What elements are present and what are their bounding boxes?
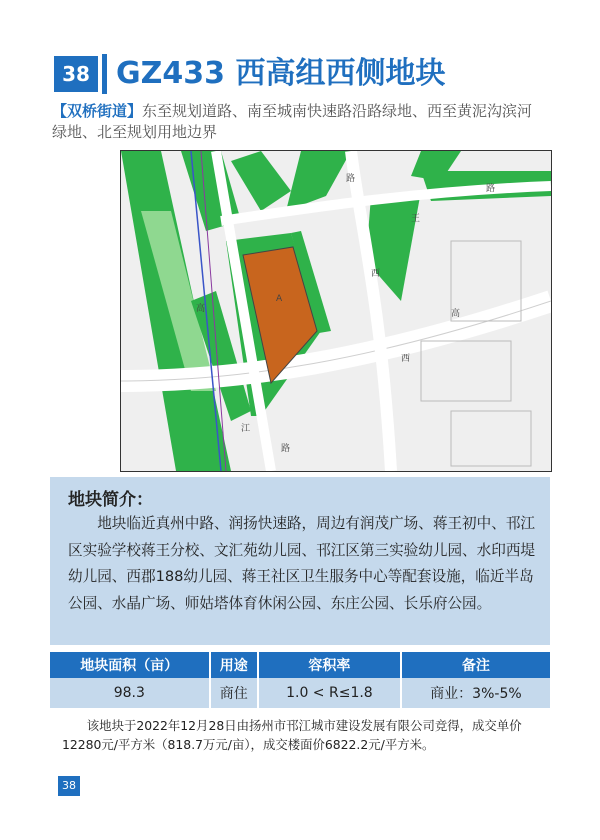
- parcel-info-table: [50, 652, 550, 708]
- svg-text:高: 高: [451, 309, 461, 319]
- boundary-text: 东至规划道路、南至城南快速路沿路绿地、西至黄泥沟滨河绿地、北至规划用地边界: [52, 102, 533, 141]
- intro-body: 地块临近真州中路、润扬快速路，周边有润茂广场、蒋王初中、邗江区实验学校蒋王分校、文汇苑幼儿园、邗江区第三实验幼儿园、水印西堤幼儿园、西郡188幼儿园、蒋王社区卫生服务中心等配套设施，临近半岛公园、水晶广场、师姑塔体育休闲公园、东庄公园、长乐府公园。: [68, 515, 536, 612]
- cell-area: 98.3: [50, 678, 210, 708]
- svg-text:江: 江: [241, 424, 251, 434]
- district-tag: 【双桥街道】: [52, 102, 143, 120]
- svg-text:高: 高: [196, 304, 206, 314]
- location-description: [52, 101, 542, 143]
- header-far: 容积率: [258, 652, 401, 678]
- header-remark: 备注: [401, 652, 550, 678]
- intro-panel: [50, 477, 550, 645]
- cell-far: 1.0 < R≤1.8: [258, 678, 401, 708]
- svg-text:路: 路: [346, 174, 356, 184]
- intro-heading: 地块简介：: [68, 490, 153, 510]
- page-title: GZ433 西高组西侧地块: [116, 56, 446, 91]
- svg-text:路: 路: [281, 444, 291, 454]
- page-number: 38: [58, 776, 80, 796]
- parcel-label: A: [276, 294, 283, 304]
- cell-remark: 商业：3%-5%: [401, 678, 550, 708]
- cell-usage: 商住: [210, 678, 258, 708]
- svg-text:西: 西: [371, 269, 381, 279]
- site-map-drawing: [121, 151, 551, 471]
- table-header-row: [50, 652, 550, 678]
- site-map: [120, 150, 552, 472]
- transaction-note: 该地块于2022年12月28日由扬州市邗江城市建设发展有限公司竞得，成交单价12280元/平方米（818.7万元/亩），成交楼面价6822.2元/平方米。: [62, 718, 522, 752]
- header-usage: 用途: [210, 652, 258, 678]
- svg-text:王: 王: [411, 214, 421, 224]
- table-row: [50, 678, 550, 708]
- title-accent-bar: [102, 54, 107, 94]
- header-area: 地块面积（亩）: [50, 652, 210, 678]
- section-number-badge: 38: [54, 56, 98, 92]
- svg-text:路: 路: [486, 184, 496, 194]
- svg-text:西: 西: [401, 354, 411, 364]
